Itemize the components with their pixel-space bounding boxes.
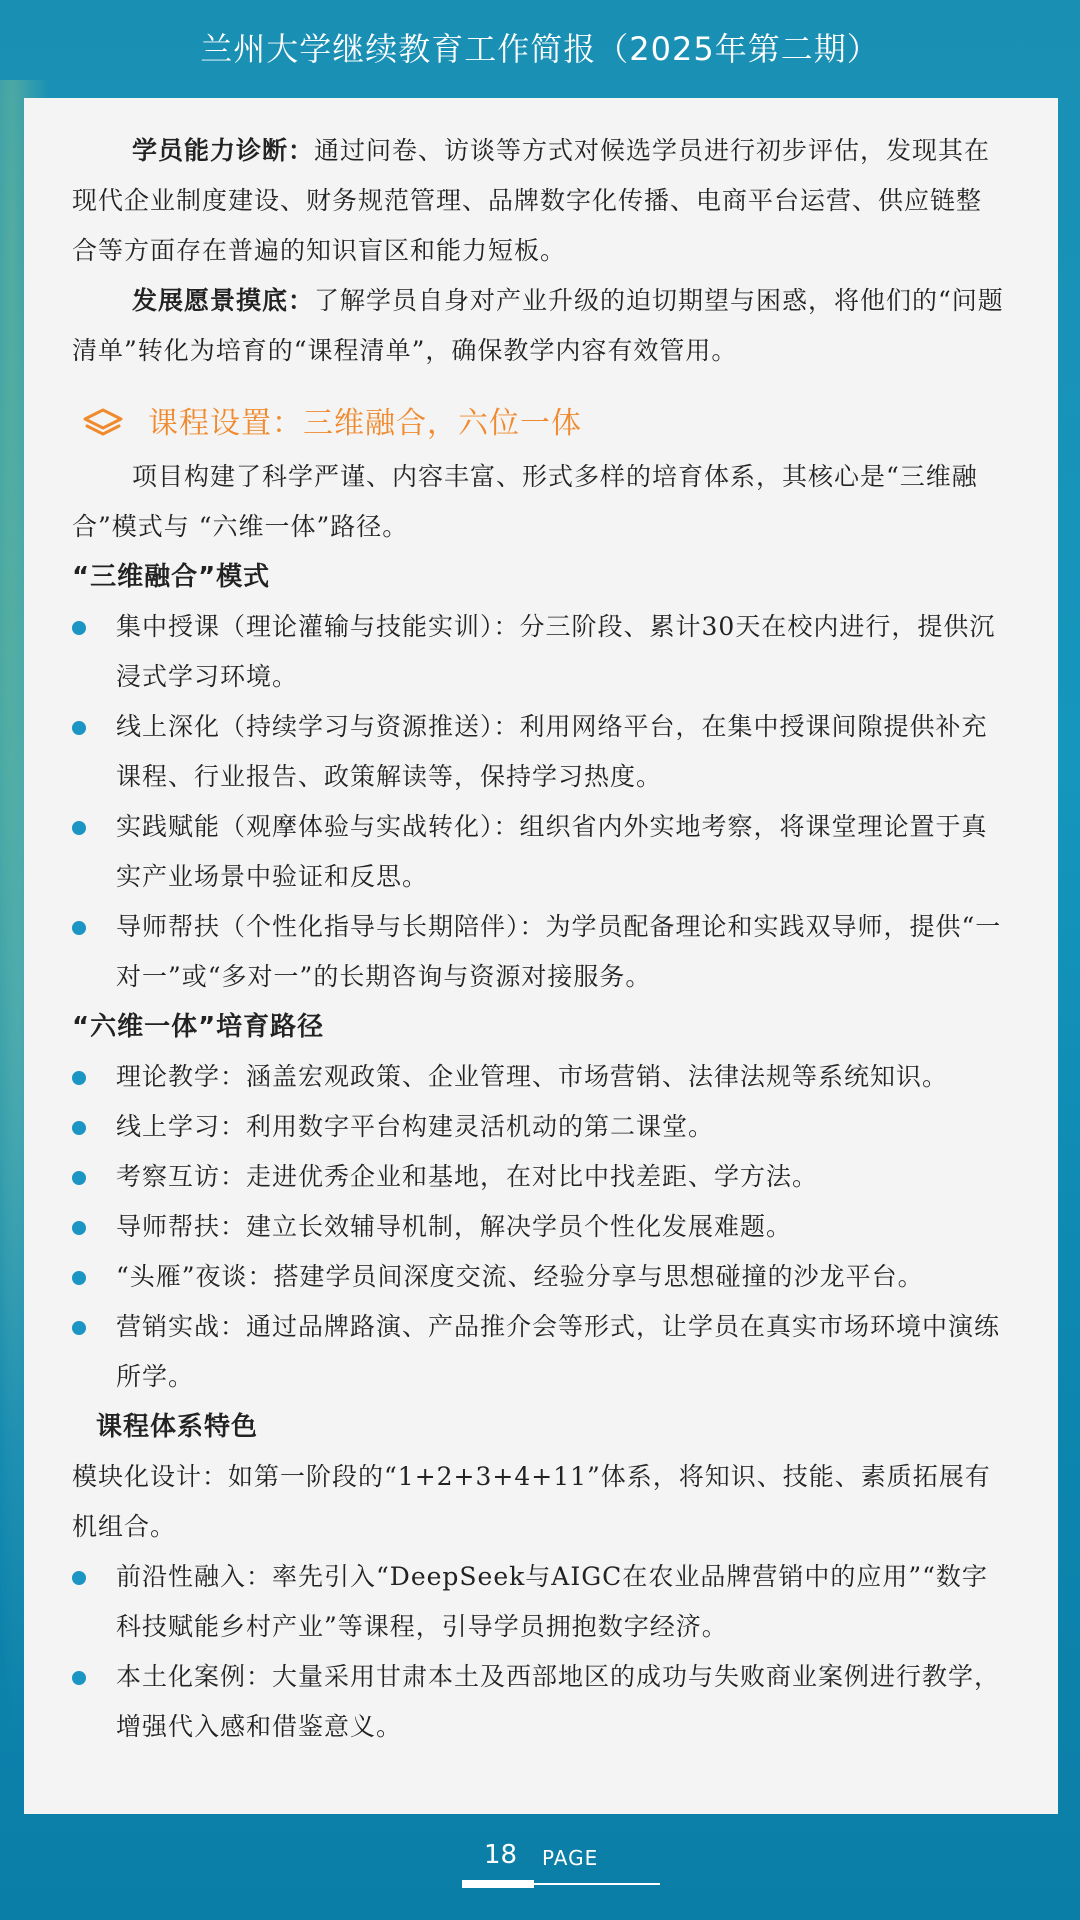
list-item xyxy=(72,802,1006,902)
list-item xyxy=(72,1302,1006,1402)
intro-text-2: 了解学员自身对产业升级的迫切期望与困惑，将他们的“问题清单”转化为培育的“课程清单”，确保教学内容有效管用。 xyxy=(72,286,1004,365)
layers-icon xyxy=(82,407,124,441)
intro-label-2: 发展愿景摸底： xyxy=(132,286,315,315)
section-intro: 项目构建了科学严谨、内容丰富、形式多样的培育体系，其核心是“三维融合”模式与 “六维一体”路径。 xyxy=(72,462,978,541)
list-item xyxy=(72,1552,1006,1652)
bullet-dot-icon xyxy=(72,1221,86,1235)
features-lead: 模块化设计：如第一阶段的“1+2+3+4+11”体系，将知识、技能、素质拓展有机组合。 xyxy=(72,1462,991,1541)
page-underline-accent xyxy=(462,1880,534,1888)
list-item-text: 理论教学：涵盖宏观政策、企业管理、市场营销、法律法规等系统知识。 xyxy=(116,1062,949,1091)
bullet-dot-icon xyxy=(72,921,86,935)
bullet-dot-icon xyxy=(72,821,86,835)
bullet-dot-icon xyxy=(72,1321,86,1335)
list-item-text: 营销实战：通过品牌路演、产品推介会等形式，让学员在真实市场环境中演练所学。 xyxy=(116,1312,1001,1391)
intro-paragraph-1 xyxy=(72,126,1006,276)
article-body xyxy=(72,126,1006,1752)
intro-paragraph-2 xyxy=(72,276,1006,376)
section-heading xyxy=(72,396,1006,452)
list-item-text: 导师帮扶（个性化指导与长期陪伴）：为学员配备理论和实践双导师，提供“一对一”或“多对一”的长期咨询与资源对接服务。 xyxy=(116,912,1002,991)
list-item xyxy=(72,1102,1006,1152)
list-item-text: 前沿性融入：率先引入“DeepSeek与AIGC在农业品牌营销中的应用”“数字科技赋能乡村产业”等课程，引导学员拥抱数字经济。 xyxy=(116,1562,988,1641)
three-dim-title: “三维融合”模式 xyxy=(72,562,271,592)
list-item-text: 本土化案例：大量采用甘肃本土及西部地区的成功与失败商业案例进行教学，增强代入感和借鉴意义。 xyxy=(116,1662,1001,1741)
page-footer xyxy=(0,1840,1080,1900)
list-item xyxy=(72,702,1006,802)
intro-label-1: 学员能力诊断： xyxy=(132,136,315,165)
list-item-text: 实践赋能（观摩体验与实战转化）：组织省内外实地考察，将课堂理论置于真实产业场景中验证和反思。 xyxy=(116,812,988,891)
page-number: 18 xyxy=(484,1840,518,1870)
page-header xyxy=(0,0,1080,94)
header-title: 兰州大学继续教育工作简报（2025年第二期） xyxy=(200,30,880,68)
list-item xyxy=(72,602,1006,702)
list-item-text: 线上深化（持续学习与资源推送）：利用网络平台，在集中授课间隙提供补充课程、行业报告、政策解读等，保持学习热度。 xyxy=(116,712,988,791)
list-item xyxy=(72,1652,1006,1752)
list-item xyxy=(72,1202,1006,1252)
bullet-dot-icon xyxy=(72,721,86,735)
bullet-dot-icon xyxy=(72,1171,86,1185)
list-item xyxy=(72,1252,1006,1302)
list-item xyxy=(72,902,1006,1002)
list-item xyxy=(72,1152,1006,1202)
page-label: PAGE xyxy=(542,1846,599,1870)
bullet-dot-icon xyxy=(72,1671,86,1685)
bullet-dot-icon xyxy=(72,1071,86,1085)
intro-text-1: 通过问卷、访谈等方式对候选学员进行初步评估，发现其在现代企业制度建设、财务规范管理、品牌数字化传播、电商平台运营、供应链整合等方面存在普遍的知识盲区和能力短板。 xyxy=(72,136,991,265)
page-underline-rule xyxy=(534,1883,660,1885)
list-item-text: 线上学习：利用数字平台构建灵活机动的第二课堂。 xyxy=(116,1112,715,1141)
six-dim-title: “六维一体”培育路径 xyxy=(72,1012,325,1042)
bullet-dot-icon xyxy=(72,1121,86,1135)
list-item-text: 导师帮扶：建立长效辅导机制，解决学员个性化发展难题。 xyxy=(116,1212,793,1241)
bullet-dot-icon xyxy=(72,1571,86,1585)
list-item-text: 考察互访：走进优秀企业和基地，在对比中找差距、学方法。 xyxy=(116,1162,819,1191)
list-item xyxy=(72,1052,1006,1102)
section-heading-text: 课程设置：三维融合，六位一体 xyxy=(148,406,582,441)
bullet-dot-icon xyxy=(72,1271,86,1285)
bullet-dot-icon xyxy=(72,621,86,635)
list-item-text: 集中授课（理论灌输与技能实训）：分三阶段、累计30天在校内进行，提供沉浸式学习环境。 xyxy=(116,612,996,691)
features-title: 课程体系特色 xyxy=(96,1412,259,1442)
list-item-text: “头雁”夜谈：搭建学员间深度交流、经验分享与思想碰撞的沙龙平台。 xyxy=(116,1262,924,1291)
